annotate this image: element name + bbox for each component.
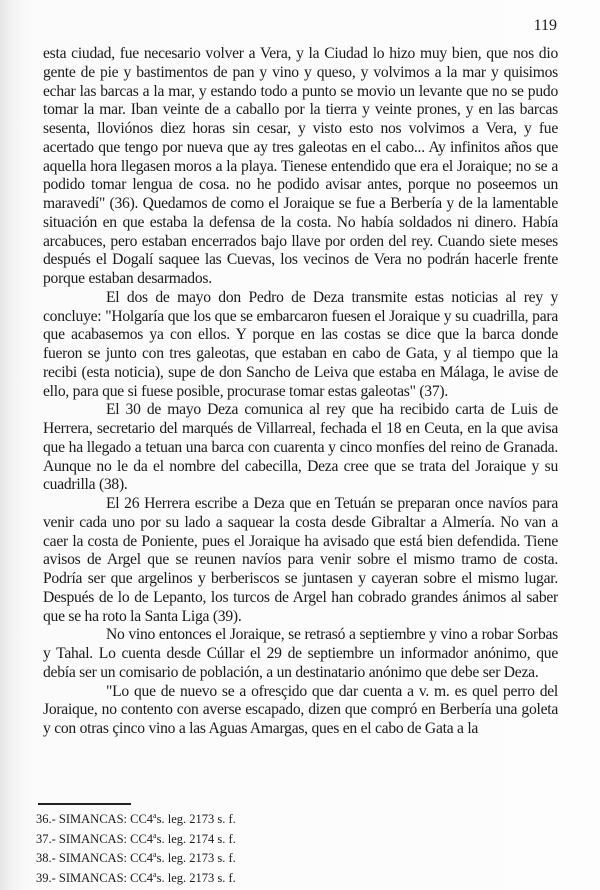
footnote — [36, 828, 236, 848]
footnote-sup: a — [153, 830, 157, 840]
footnote-number: 36.- — [36, 812, 56, 827]
paragraph: El 30 de mayo Deza comunica al rey que ha recibido carta de Luis de Herrera, secretario del marqués de Villarreal, fechada el 18 en Ceuta, en la que avisa que ha llegado a tetuan una barca con cuarenta y cinco monfíes del reino de Granada. Aunque no le da el nombre del cabecilla, Deza cree que se trata del Joraique y su cuadrilla (38). — [43, 401, 558, 494]
paragraph: esta ciudad, fue necesario volver a Vera, y la Ciudad lo hizo muy bien, que nos dio gente de pie y bastimentos de pan y vino y queso, y volvimos a la mar y quisimos echar las barcas a la mar, y estando todo a punto se movio un levante que no se pudo tomar la mar. Iban veinte de a caballo por la tierra y veinte prones, y en las barcas sesenta, lloviónos diez horas sin cesar, y visto esto nos volvimos a Vera, y fue acertado que tengo por nueva que ay tres galeotas en el cabo... Ay infinitos años que aquella hora llegasen moros a la playa. Tienese entendido que era el Joraique; no se a podido tomar lengua de cosa. no he podido avisar antes, porque no poseemos un maravedí" (36). Quedamos de como el Joraique se fue a Berbería y de la lamentable situación en que estaba la defensa de la costa. No había soldados ni dinero. Había arcabuces, pero estaban encerrados bajo llave por orden del rey. Cuando siete meses después el Dogalí saquee las Cuevas, los vecinos de Vera no podrán hacerle frente porque estaban desarmados. — [43, 45, 558, 287]
paragraph: No vino entonces el Joraique, se retrasó a septiembre y vino a robar Sorbas y Tahal. Lo cuenta desde Cúllar el 29 de septiembre un informador anónimo, que debía ser un comisario de población, a un destinatario anónimo que debe ser Deza. — [43, 626, 558, 681]
footnote-ref: s. leg. 2174 s. f. — [156, 831, 236, 846]
paragraph: El 26 Herrera escribe a Deza que en Tetuán se preparan once navíos para venir cada uno por su lado a saquear la costa desde Gibraltar a Almería. No van a caer la costa de Poniente, pues el Joraique ha avisado que está bien defendida. Tiene avisos de Argel que se reunen navíos para venir sobre el mismo tramo de costa. Podría ser que argelinos y berberiscos se juntasen y cayeran sobre el mismo lugar. Después de lo de Lepanto, los turcos de Argel han cobrado grandes ánimos al saber que se ha roto la Santa Liga (39). — [43, 495, 558, 625]
footnote-source: SIMANCAS: CC4 — [58, 831, 154, 846]
footnote-source: SIMANCAS: CC4 — [58, 812, 154, 827]
page-number: 119 — [533, 17, 557, 34]
footnote-source: SIMANCAS: CC4 — [58, 851, 154, 866]
footnote — [36, 867, 236, 887]
body-text — [43, 45, 558, 739]
paragraph: El dos de mayo don Pedro de Deza transmite estas noticias al rey y concluye: "Holgaría que los que se embarcaron fuesen el Joraique y su cuadrilla, para que acabasemos ya con ellos. Y porque en las costas se dice que la barca donde fueron se junto con tres galeotas, que estaban en cabo de Gata, y al tiempo que la recibi (esta noticia), supe de don Sancho de Leiva que estaba en Málaga, le avise de ello, para que si fuese posible, procurase tomar estas galeotas" (37). — [43, 288, 558, 400]
footnote-number: 38.- — [36, 851, 56, 866]
paragraph: "Lo que de nuevo se a ofresçido que dar cuenta a v. m. es quel perro del Joraique, no contento con averse escapado, dizen que compró en Berbería una goleta y con otras çinco vino a las Aguas Amargas, ques en el cabo de Gata a la — [43, 682, 558, 737]
footnote-separator — [38, 803, 131, 805]
footnote-ref: s. leg. 2173 s. f. — [156, 812, 236, 827]
footnote-ref: s. leg. 2173 s. f. — [156, 851, 236, 866]
footnote — [36, 847, 236, 867]
footnote-number: 39.- — [36, 871, 56, 886]
footnote-sup: a — [153, 811, 157, 820]
footnote-source: SIMANCAS: CC4 — [58, 871, 154, 886]
footnote-sup: a — [153, 869, 157, 879]
footnotes — [36, 808, 236, 887]
footnote — [36, 808, 236, 828]
footnote-sup: a — [153, 850, 157, 860]
footnote-ref: s. leg. 2173 s. f. — [156, 871, 236, 886]
footnote-number: 37.- — [36, 831, 56, 846]
